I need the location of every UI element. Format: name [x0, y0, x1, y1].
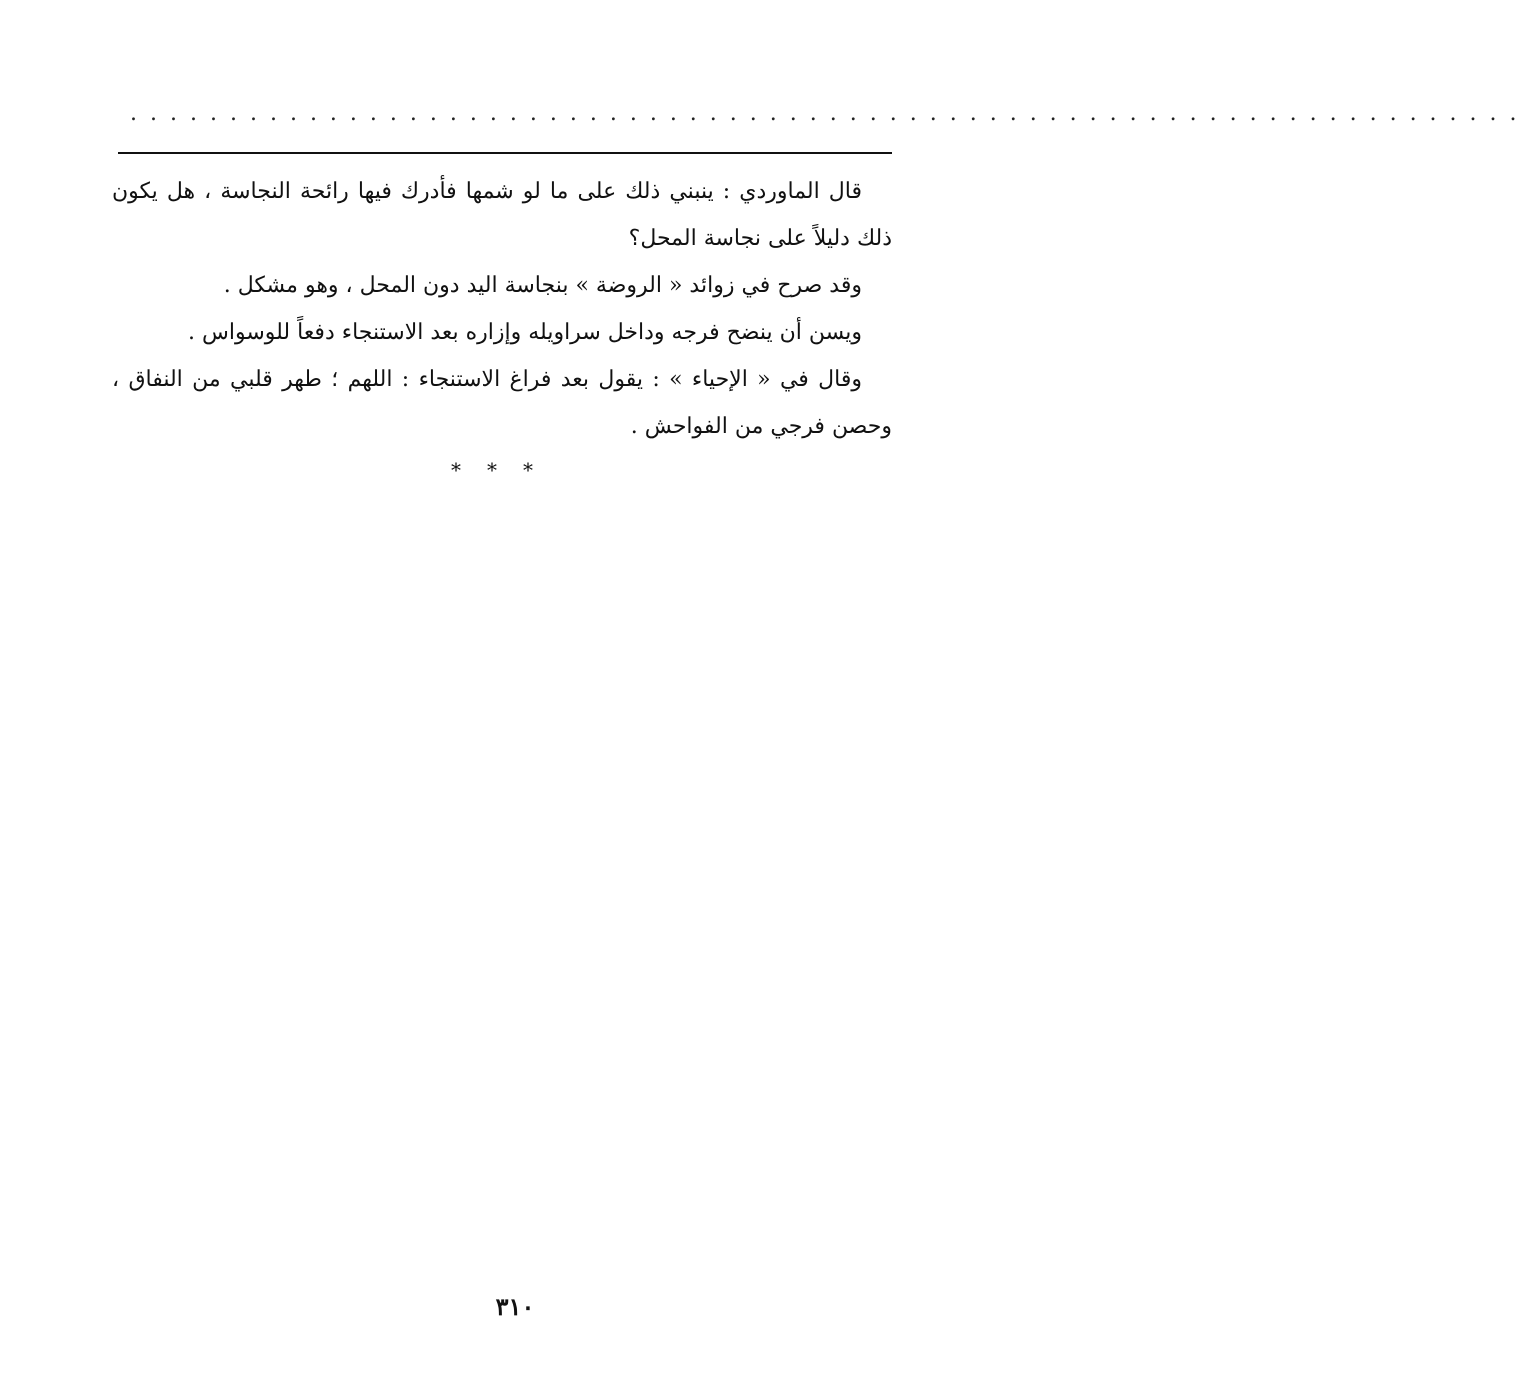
page-number: ٣١٠ [495, 1292, 535, 1321]
paragraph-4: وقال في « الإحياء » : يقول بعد فراغ الاستنجاء : اللهم ؛ طهر قلبي من النفاق ، وحصن فرجي من الفواحش . [112, 367, 892, 439]
footnote-rule [118, 152, 892, 154]
paragraph-3: ويسن أن ينضح فرجه وداخل سراويله وإزاره بعد الاستنجاء دفعاً للوسواس . [188, 320, 862, 345]
dotted-separator: ...................................................................... [130, 101, 1530, 126]
section-separator-stars: *** [451, 458, 559, 482]
paragraph-2: وقد صرح في زوائد « الروضة » بنجاسة اليد دون المحل ، وهو مشكل . [223, 273, 862, 298]
main-text [112, 168, 892, 450]
paragraph-1: قال الماوردي : ينبني ذلك على ما لو شمها فأدرك فيها رائحة النجاسة ، هل يكون ذلك دليلاً على نجاسة المحل؟ [112, 179, 892, 251]
